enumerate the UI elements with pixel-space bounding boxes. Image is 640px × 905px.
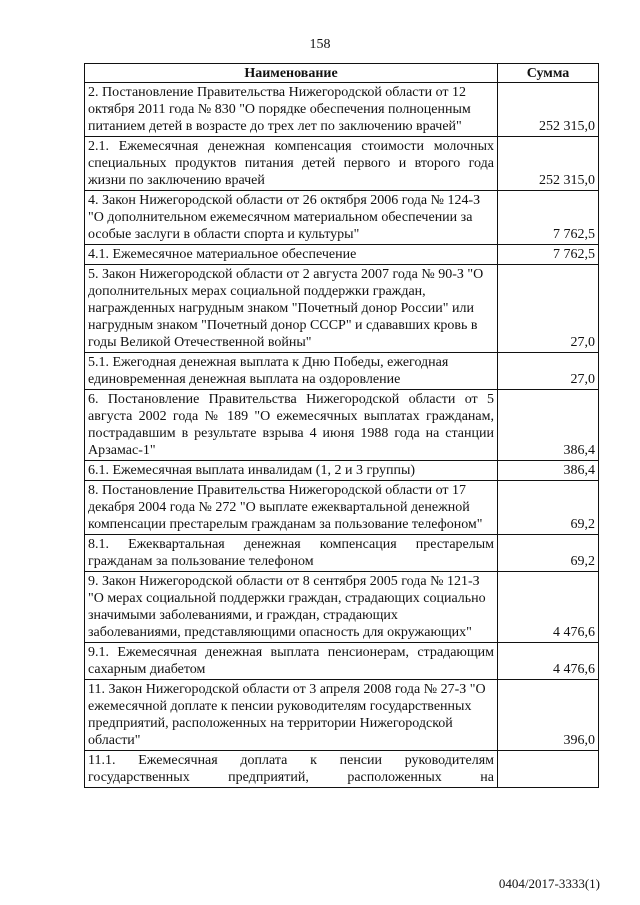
row-sum: 252 315,0 <box>498 137 599 191</box>
budget-table <box>84 63 599 788</box>
document-code: 0404/2017-3333(1) <box>498 876 600 891</box>
table-row <box>85 390 599 461</box>
header-name: Наименование <box>85 64 498 83</box>
row-name: 11.1. Ежемесячная доплата к пенсии руководителям государственных предприятий, расположенных на <box>85 751 498 788</box>
row-name: 8. Постановление Правительства Нижегородской области от 17 декабря 2004 года № 272 "О выплате ежеквартальной денежной компенсации престарелым гражданам за пользование телефоном" <box>85 481 498 535</box>
row-name: 6. Постановление Правительства Нижегородской области от 5 августа 2002 года № 189 "О ежемесячных выплатах гражданам, пострадавшим в результате взрыва 4 июня 1988 года на станции Арзамас-1" <box>85 390 498 461</box>
table-row <box>85 535 599 572</box>
row-sum: 386,4 <box>498 461 599 481</box>
table-row <box>85 353 599 390</box>
row-sum: 396,0 <box>498 680 599 751</box>
table-row <box>85 245 599 265</box>
row-sum: 27,0 <box>498 353 599 390</box>
table-row <box>85 572 599 643</box>
row-name: 5.1. Ежегодная денежная выплата к Дню Победы, ежегодная единовременная денежная выплата на оздоровление <box>85 353 498 390</box>
table-row <box>85 191 599 245</box>
row-sum: 69,2 <box>498 535 599 572</box>
row-name: 6.1. Ежемесячная выплата инвалидам (1, 2 и 3 группы) <box>85 461 498 481</box>
table-row <box>85 137 599 191</box>
row-sum: 7 762,5 <box>498 245 599 265</box>
table-header-row <box>85 64 599 83</box>
row-name: 2. Постановление Правительства Нижегородской области от 12 октября 2011 года № 830 "О порядке обеспечения полноценным питанием детей в возрасте до трех лет по заключению врачей" <box>85 83 498 137</box>
table-row <box>85 481 599 535</box>
table-row <box>85 461 599 481</box>
row-name: 8.1. Ежеквартальная денежная компенсация престарелым гражданам за пользование телефоном <box>85 535 498 572</box>
row-sum: 7 762,5 <box>498 191 599 245</box>
row-name: 2.1. Ежемесячная денежная компенсация стоимости молочных специальных продуктов питания детей первого и второго года жизни по заключению врачей <box>85 137 498 191</box>
row-name: 9.1. Ежемесячная денежная выплата пенсионерам, страдающим сахарным диабетом <box>85 643 498 680</box>
row-sum: 69,2 <box>498 481 599 535</box>
row-sum: 252 315,0 <box>498 83 599 137</box>
row-name: 9. Закон Нижегородской области от 8 сентября 2005 года № 121-З "О мерах социальной поддержки граждан, страдающих социально значимыми заболеваниями, и граждан, страдающих заболеваниями, представляющими опасность для окружающих" <box>85 572 498 643</box>
table-row <box>85 83 599 137</box>
row-sum: 27,0 <box>498 265 599 353</box>
table-row <box>85 680 599 751</box>
row-name: 4.1. Ежемесячное материальное обеспечение <box>85 245 498 265</box>
table-row <box>85 265 599 353</box>
table-row <box>85 643 599 680</box>
row-sum: 4 476,6 <box>498 643 599 680</box>
page-number: 158 <box>309 37 331 52</box>
header-sum: Сумма <box>498 64 599 83</box>
row-name: 11. Закон Нижегородской области от 3 апреля 2008 года № 27-З "О ежемесячной доплате к пенсии руководителям государственных предприятий, расположенных на территории Нижегородской области" <box>85 680 498 751</box>
row-sum <box>498 751 599 788</box>
row-name: 5. Закон Нижегородской области от 2 августа 2007 года № 90-З "О дополнительных мерах социальной поддержки граждан, награжденных нагрудным знаком "Почетный донор России" или нагрудным знаком "Почетный донор СССР" и сдававших кровь в годы Великой Отечественной войны" <box>85 265 498 353</box>
row-sum: 4 476,6 <box>498 572 599 643</box>
table-row <box>85 751 599 788</box>
row-sum: 386,4 <box>498 390 599 461</box>
row-name: 4. Закон Нижегородской области от 26 октября 2006 года № 124-З "О дополнительном ежемесячном материальном обеспечении за особые заслуги в области спорта и культуры" <box>85 191 498 245</box>
